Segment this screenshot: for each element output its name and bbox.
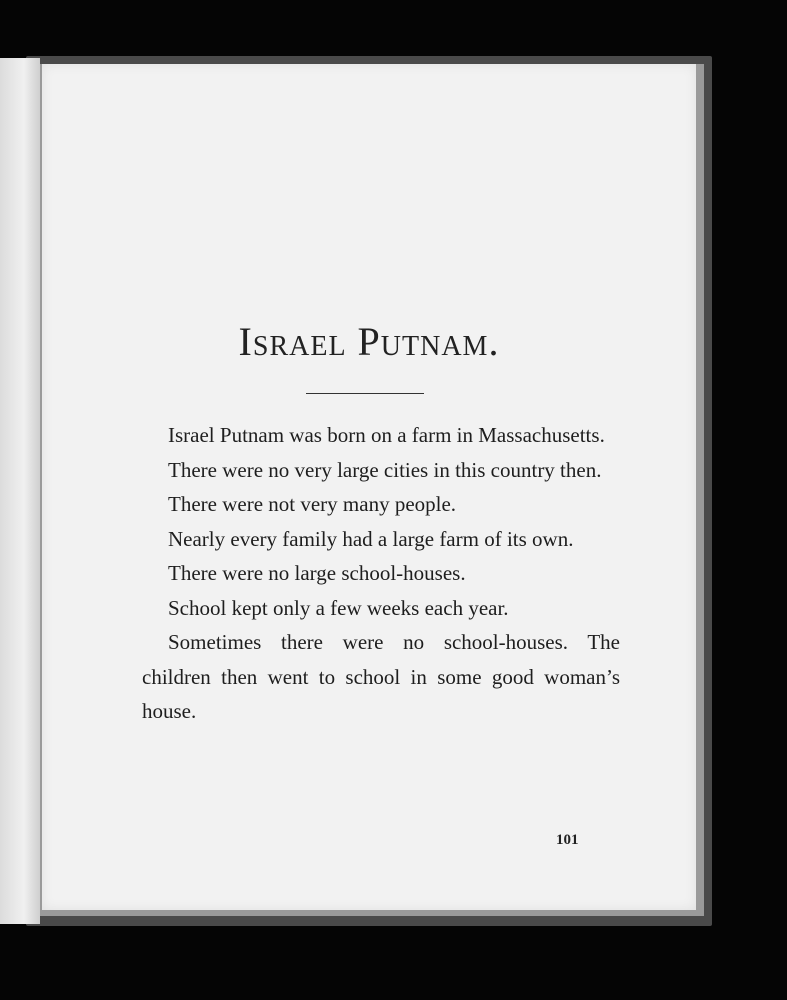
paragraph: There were no large school-houses.: [168, 561, 466, 585]
paragraph: Israel Putnam was born on a farm in Massachusetts.: [168, 423, 605, 447]
chapter-title: Israel Putnam.: [238, 319, 500, 364]
paragraph: School kept only a few weeks each year.: [168, 595, 509, 620]
left-page: [0, 58, 40, 924]
paragraph: Nearly every family had a large farm of its own.: [168, 526, 574, 551]
chapter-body: [142, 418, 620, 729]
paragraph: There were no very large cities in this country then.: [168, 457, 602, 482]
title-divider: [306, 393, 424, 394]
paragraph: Sometimes there were no school-houses. The children then went to school in some good woman’s house.: [142, 630, 620, 723]
page-number: 101: [556, 832, 579, 848]
paragraph: There were not very many people.: [168, 492, 457, 516]
book-page: [42, 64, 696, 910]
